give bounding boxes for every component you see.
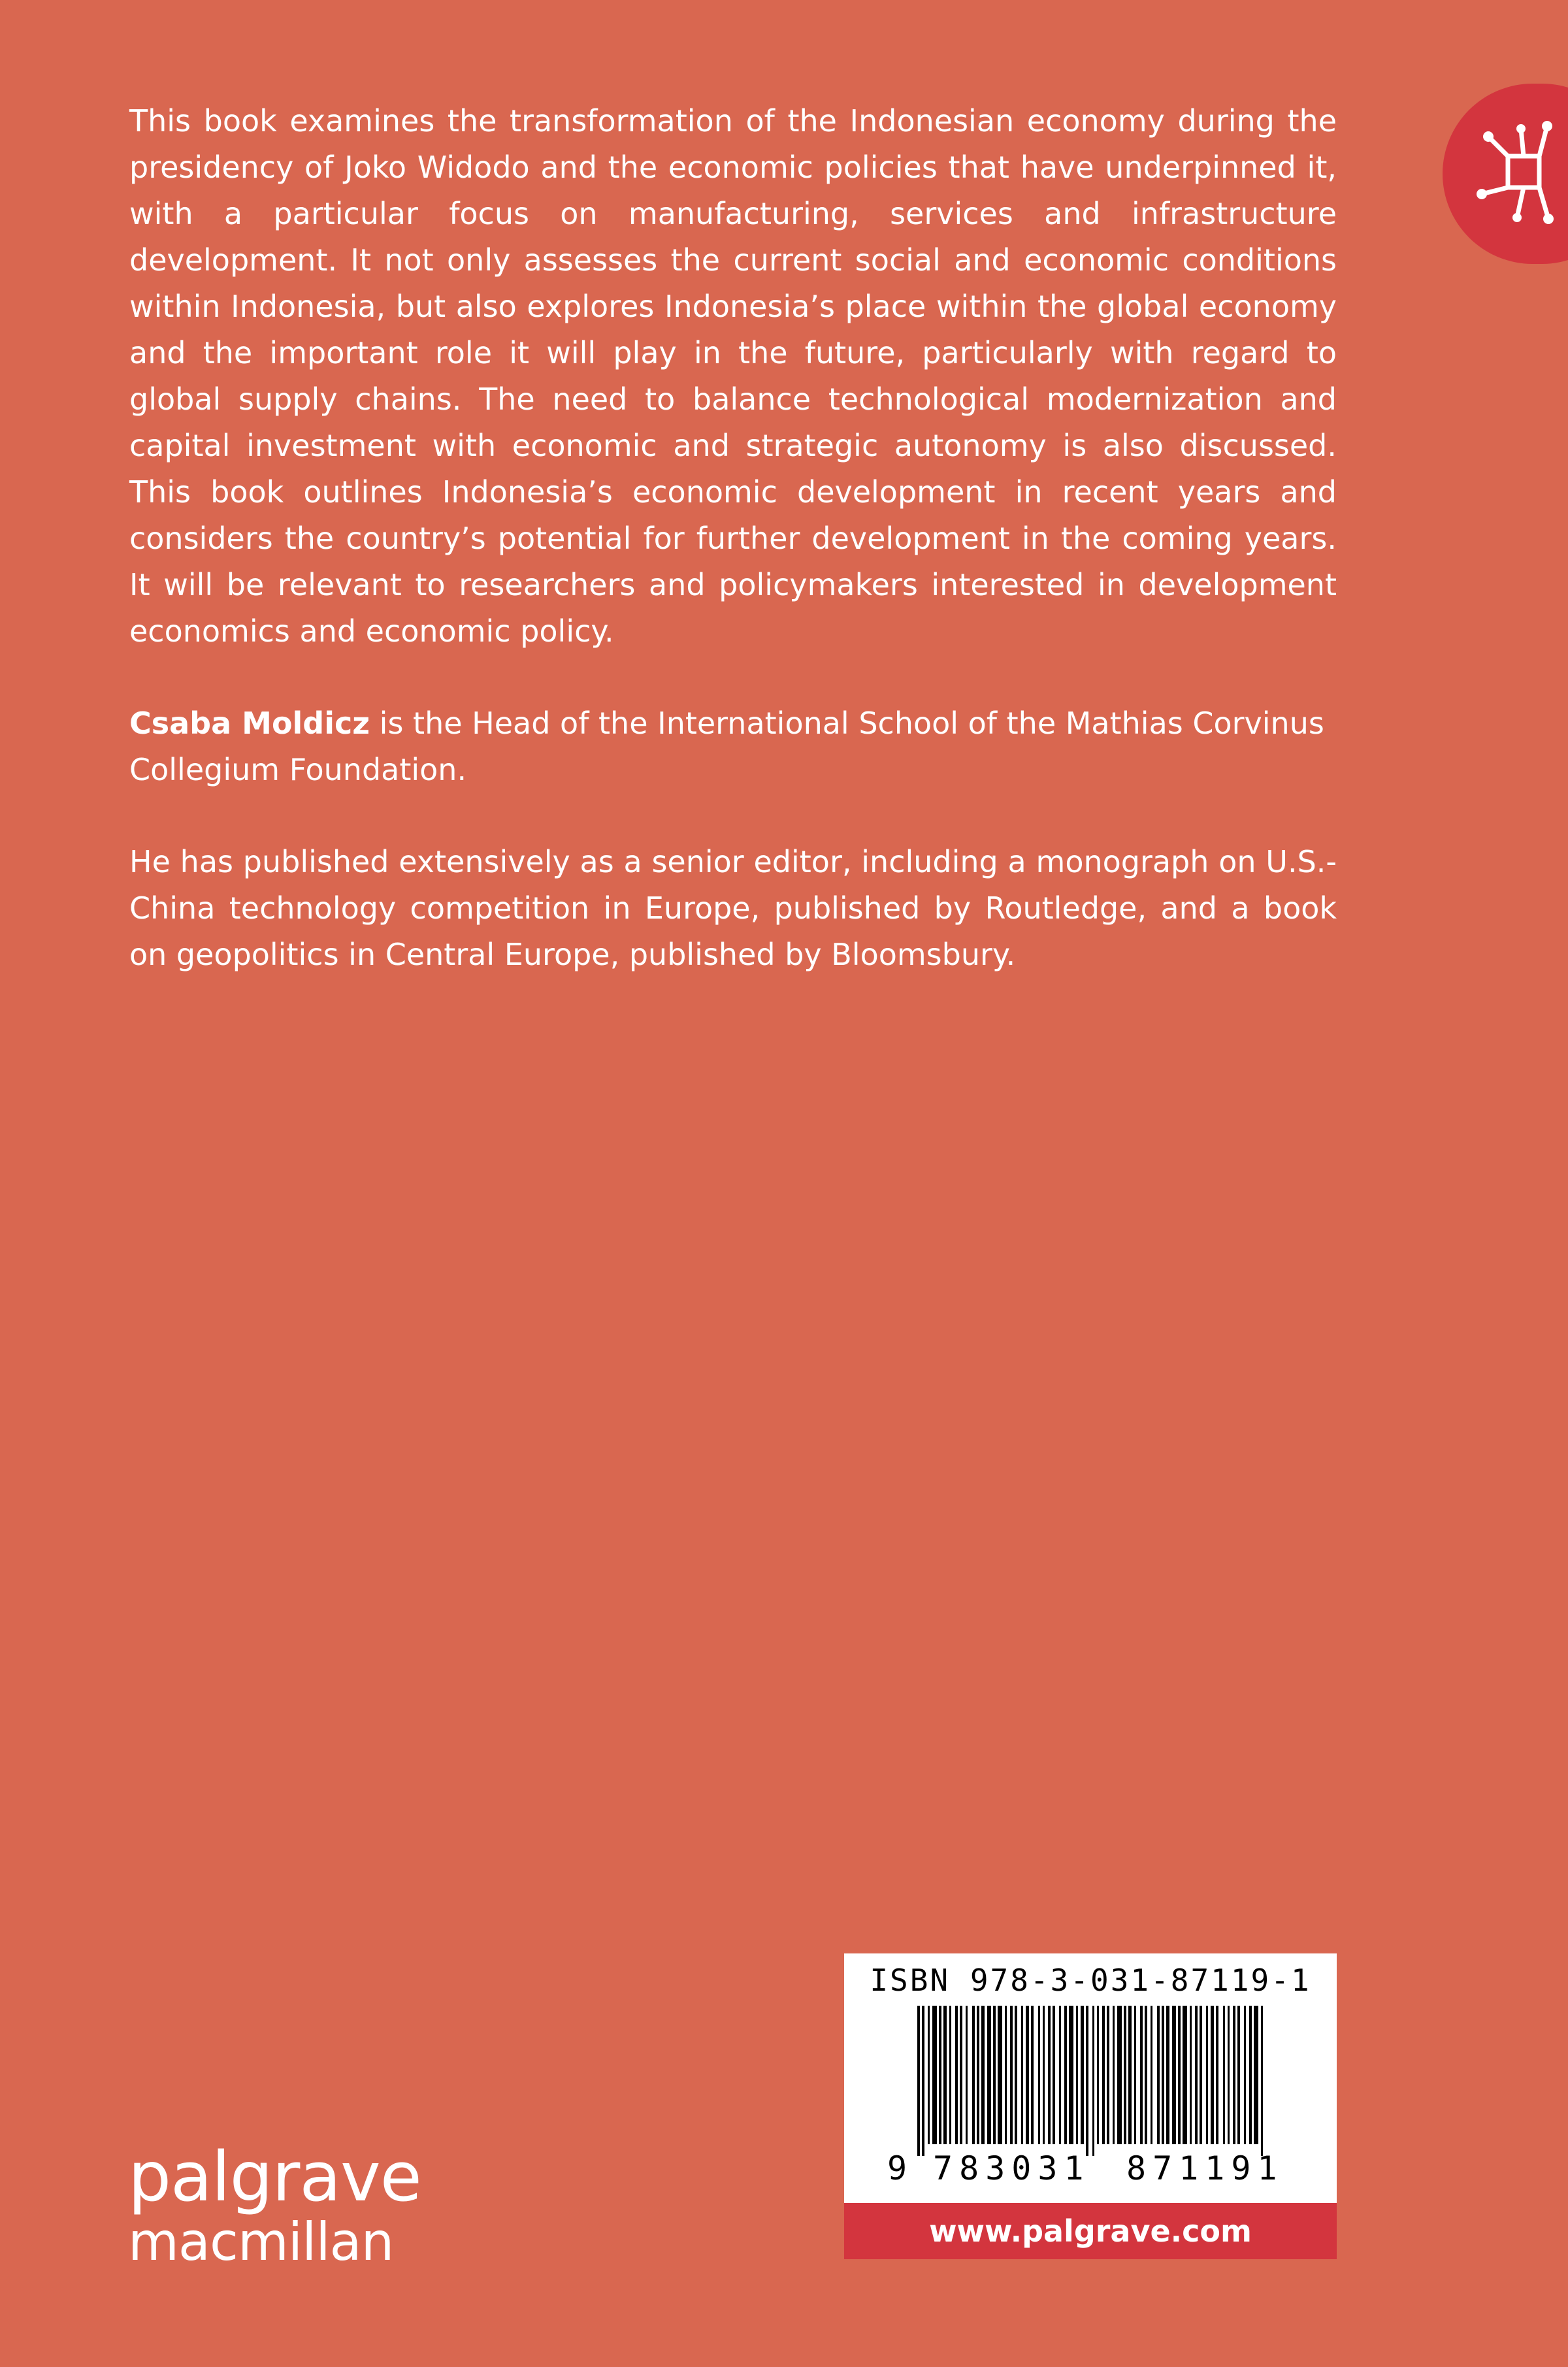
barcode-bar xyxy=(1195,2006,1198,2144)
publisher-badge xyxy=(1443,84,1568,264)
barcode-bar xyxy=(1092,2006,1094,2156)
barcode-bar xyxy=(1162,2006,1164,2144)
logo-line-2: macmillan xyxy=(128,2212,394,2272)
palgrave-macmillan-logo xyxy=(128,2137,421,2272)
barcode-bar xyxy=(1228,2006,1230,2144)
barcode-bar xyxy=(1031,2006,1034,2144)
barcode-bar xyxy=(939,2006,941,2144)
barcode-bar xyxy=(949,2006,951,2144)
author-paragraph xyxy=(129,700,1337,793)
barcode-bar xyxy=(1102,2006,1105,2144)
barcode-bar xyxy=(1172,2006,1176,2144)
description-paragraph: This book examines the transformation of the Indonesian economy during the presidency of Joko Widodo and the economic policies that have underpinned it, with a particular focus on manufacturing, services and infrastructure development. It not only assesses the current social and economic conditions within Indonesia, but also explores Indonesia’s place within the global economy and the important role it will play in the future, particularly with regard to global supply chains. The need to balance technological modernization and capital investment with economic and strategic autonomy is also discussed. This book outlines Indonesia’s economic development in recent years and considers the country’s potential for further development in the coming years. It will be relevant to researchers and policymakers interested in development economics and economic policy. xyxy=(129,103,1337,649)
barcode-bar xyxy=(1005,2006,1007,2144)
barcode-bar xyxy=(966,2006,968,2144)
isbn-barcode-box xyxy=(844,1953,1337,2208)
barcode-digits-group-2: 871191 xyxy=(1126,2149,1284,2187)
barcode-bar xyxy=(1166,2006,1169,2144)
barcode-bar xyxy=(1069,2006,1073,2144)
barcode-bar xyxy=(1081,2006,1084,2144)
barcode-bar xyxy=(955,2006,958,2144)
barcode-digits-group-1: 783031 xyxy=(933,2149,1090,2187)
barcode-bar xyxy=(1043,2006,1045,2144)
barcode-bar xyxy=(1010,2006,1013,2144)
barcode-bar xyxy=(1076,2006,1078,2144)
barcode-bar xyxy=(1157,2006,1160,2144)
palgrave-network-icon xyxy=(1475,113,1560,237)
barcode-bar xyxy=(1015,2006,1017,2144)
barcode-bar xyxy=(993,2006,996,2144)
author-name: Csaba Moldicz xyxy=(129,706,370,741)
barcode-bar xyxy=(1053,2006,1055,2144)
barcode-bar xyxy=(932,2006,937,2144)
barcode-bar xyxy=(1134,2006,1136,2144)
barcode-bar xyxy=(1026,2006,1029,2144)
barcode-bar xyxy=(998,2006,1002,2144)
barcode-bar xyxy=(1021,2006,1023,2144)
barcode-bar xyxy=(1206,2006,1208,2144)
barcode-bar xyxy=(1211,2006,1214,2144)
logo-line-1: palgrave xyxy=(128,2137,421,2217)
barcode-bar xyxy=(943,2006,947,2144)
barcode-bar xyxy=(1038,2006,1040,2144)
author-publications-paragraph: He has published extensively as a senior editor, including a monograph on U.S.-China technology competition in Europe, published by Routledge, and a book on geopolitics in Central Europe, published by Bloomsbury. xyxy=(129,844,1337,972)
barcode-bar xyxy=(960,2006,962,2144)
barcode-bar xyxy=(1216,2006,1218,2144)
barcode-bar xyxy=(1151,2006,1152,2144)
back-cover-text xyxy=(129,98,1337,1024)
isbn-text: ISBN 978-3-031-87119-1 xyxy=(870,1963,1311,1998)
barcode-bar xyxy=(1064,2006,1067,2144)
barcode-bar xyxy=(1178,2006,1181,2144)
barcode-bar xyxy=(1140,2006,1143,2144)
barcode-bar xyxy=(1145,2006,1147,2144)
barcode-bar xyxy=(1200,2006,1202,2144)
barcode-bar xyxy=(987,2006,991,2144)
publisher-url[interactable]: www.palgrave.com xyxy=(844,2203,1337,2259)
barcode-bar xyxy=(1237,2006,1240,2144)
barcode-bar xyxy=(1097,2006,1099,2144)
author-bio: is the Head of the International School of the Mathias Corvinus Collegium Foundation. xyxy=(129,706,1324,787)
barcode-bar xyxy=(1244,2006,1246,2144)
barcode-bar xyxy=(1128,2006,1132,2144)
barcode-bars xyxy=(917,2006,1264,2156)
barcode-bar xyxy=(1223,2006,1225,2144)
barcode-bar xyxy=(922,2006,924,2156)
barcode-bar xyxy=(981,2006,985,2144)
barcode-bar xyxy=(1183,2006,1187,2144)
barcode-bar xyxy=(1048,2006,1051,2144)
barcode-bar xyxy=(1190,2006,1192,2144)
barcode-bar xyxy=(1233,2006,1235,2144)
barcode-bar xyxy=(1249,2006,1252,2144)
barcode-bar xyxy=(977,2006,979,2144)
barcode-bar xyxy=(928,2006,930,2144)
barcode-bar xyxy=(1113,2006,1115,2144)
barcode-bar xyxy=(1254,2006,1258,2144)
barcode-digit-first: 9 xyxy=(887,2149,907,2187)
barcode-bar xyxy=(1107,2006,1109,2144)
barcode-bar xyxy=(972,2006,975,2144)
barcode-bar xyxy=(1124,2006,1126,2144)
barcode-bar xyxy=(917,2006,920,2156)
barcode-bar xyxy=(1059,2006,1061,2144)
barcode-bar xyxy=(1117,2006,1122,2144)
barcode-bar xyxy=(1086,2006,1088,2156)
barcode-bar xyxy=(1261,2006,1263,2156)
